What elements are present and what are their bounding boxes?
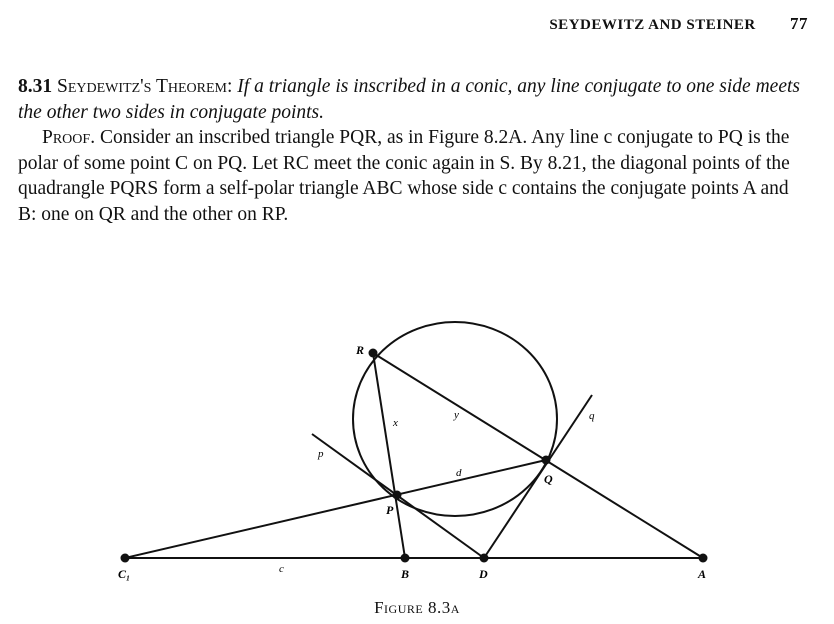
label-y: y: [454, 409, 459, 421]
label-d: D: [479, 567, 488, 581]
label-q-tangent: q: [589, 410, 595, 422]
theorem-paragraph: [18, 74, 808, 125]
label-p-tangent: p: [318, 448, 324, 460]
proof-label: Proof.: [42, 127, 96, 149]
figure-caption: Figure 8.3a: [374, 598, 460, 617]
running-header: [549, 14, 808, 34]
label-c1: C₁: [118, 567, 131, 581]
point-c1: [121, 554, 130, 563]
point-p: [393, 491, 402, 500]
theorem-statement: If a triangle is inscribed in a conic, any line conjugate to one side meets the other two sides in conjugate points.: [18, 76, 800, 123]
proof-paragraph: [18, 125, 808, 227]
point-d: [480, 554, 489, 563]
figure-8-3a: [0, 300, 834, 600]
label-c-line: c: [279, 563, 284, 575]
label-q: Q: [544, 472, 553, 486]
label-d-line: d: [456, 467, 462, 479]
tangent-q: [484, 395, 592, 558]
proof-text: Consider an inscribed triangle PQR, as in Figure 8.2A. Any line c conjugate to PQ is the polar of some point C on PQ. Let RC meet the conic again in S. By 8.21, the diagonal points of the quadrangle PQRS form a self-polar triangle ABC whose side c contains the conjugate points A and B: one on QR and the other on RP.: [18, 127, 790, 225]
running-title: SEYDEWITZ AND STEINER: [549, 17, 756, 33]
line-r-a: [373, 353, 703, 558]
line-c1-q: [125, 460, 546, 558]
line-r-b: [373, 353, 405, 558]
label-x: x: [393, 417, 398, 429]
label-b: B: [401, 567, 410, 581]
page-number: 77: [790, 14, 808, 33]
theorem-number: 8.31: [18, 76, 53, 97]
label-p: P: [386, 503, 394, 517]
point-a: [699, 554, 708, 563]
point-q: [542, 456, 551, 465]
body-text: [18, 74, 808, 228]
label-a: A: [698, 567, 707, 581]
label-r: R: [356, 343, 365, 357]
point-b: [401, 554, 410, 563]
point-r: [369, 349, 378, 358]
theorem-name: Seydewitz's Theorem:: [57, 76, 233, 97]
